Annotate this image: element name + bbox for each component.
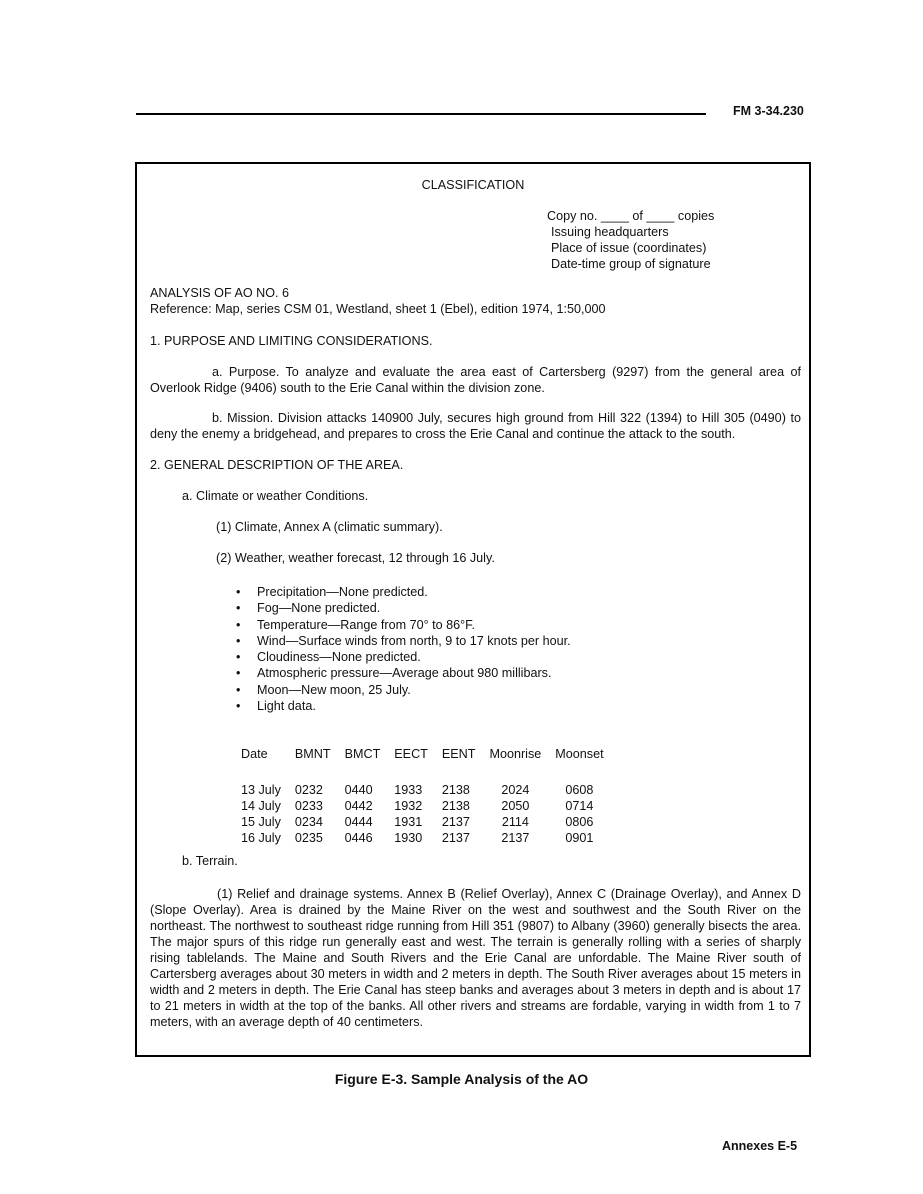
figure-caption: Figure E-3. Sample Analysis of the AO	[334, 1071, 589, 1087]
paragraph-1a-purpose: a. Purpose. To analyze and evaluate the area east of Cartersberg (9297) from the general area of Overlook Ridge (9406) south to the Erie Canal within the division zone.	[150, 365, 801, 395]
paragraph-2a2-weather: (2) Weather, weather forecast, 12 through 16 July.	[216, 551, 495, 565]
paragraph-2b1-relief-drainage: (1) Relief and drainage systems. Annex B (Relief Overlay), Annex C (Drainage Overlay), and Annex D (Slope Overlay). Area is drained by the Maine River on the west and southwest and the South River on the northeast. The northwest to southeast ridge running from Hill 351 (9807) to Albany (3960) generally bisects the area. The major spurs of this ridge run generally east and west. The terrain is generally rolling with a series of sharply rising tablelands. The Maine and South Rivers and the Erie Canal are unfordable. The Maine River south of Cartersberg averages about 30 meters in width and 2 meters in depth. The South River averages about 15 meters in width and 2 meters in depth. The Erie Canal has steep banks and averages about 3 meters in depth and is about 17 to 21 meters in width at the top of the banks. All other rivers and streams are fordable, varying in width from 1 to 7 meters, with an average depth of 40 centimeters.	[150, 887, 801, 1029]
list-item: • Fog—None predicted.	[236, 601, 381, 616]
map-reference: Reference: Map, series CSM 01, Westland, sheet 1 (Ebel), edition 1974, 1:50,000	[150, 302, 606, 316]
table-header-row	[234, 744, 611, 764]
column-header: EECT	[394, 747, 428, 761]
issuing-hq-line: Issuing headquarters	[551, 225, 669, 239]
dtg-signature-line: Date-time group of signature	[551, 257, 711, 271]
section-1-heading: 1. PURPOSE AND LIMITING CONSIDERATIONS.	[150, 334, 433, 348]
column-header: BMNT	[294, 747, 331, 761]
header-rule	[136, 113, 706, 115]
paragraph-2b-terrain: b. Terrain.	[182, 854, 238, 868]
column-header: Date	[241, 747, 268, 761]
table-row: 15 July 0234 0444 1931 2137 2114 0806	[241, 815, 594, 829]
table-row: 14 July 0233 0442 1932 2138 2050 0714	[241, 799, 594, 813]
analysis-title: ANALYSIS OF AO NO. 6	[150, 286, 290, 300]
table-row: 16 July 0235 0446 1930 2137 2137 0901	[241, 831, 594, 845]
list-item: • Light data.	[236, 699, 316, 714]
place-of-issue-line: Place of issue (coordinates)	[551, 241, 707, 255]
paragraph-2a1-climate-annex: (1) Climate, Annex A (climatic summary).	[216, 520, 443, 534]
manual-code: FM 3-34.230	[733, 104, 804, 118]
light-data-table	[234, 744, 611, 846]
section-2-heading: 2. GENERAL DESCRIPTION OF THE AREA.	[150, 458, 404, 472]
column-header: Moonset	[555, 747, 604, 761]
paragraph-2a-climate: a. Climate or weather Conditions.	[182, 489, 369, 503]
list-item: • Wind—Surface winds from north, 9 to 17 knots per hour.	[236, 633, 571, 648]
table-row: 13 July 0232 0440 1933 2138 2024 0608	[241, 783, 594, 797]
list-item: • Precipitation—None predicted.	[236, 585, 428, 599]
page-footer: Annexes E-5	[722, 1139, 798, 1153]
column-header: EENT	[441, 747, 476, 761]
list-item: • Moon—New moon, 25 July.	[236, 682, 411, 697]
copy-number-line: Copy no. ____ of ____ copies	[547, 209, 715, 223]
list-item: • Atmospheric pressure—Average about 980 millibars.	[236, 666, 552, 681]
paragraph-1b-mission: b. Mission. Division attacks 140900 July, secures high ground from Hill 322 (1394) to Hill 305 (0490) to deny the enemy a bridgehead, and prepares to cross the Erie Canal and continue the attack to the south.	[150, 411, 801, 441]
column-header: Moonrise	[489, 747, 542, 761]
list-item: • Temperature—Range from 70° to 86°F.	[236, 617, 475, 632]
column-header: BMCT	[344, 747, 381, 761]
list-item: • Cloudiness—None predicted.	[236, 650, 421, 665]
weather-bullet-list	[236, 584, 571, 714]
classification-label: CLASSIFICATION	[421, 178, 525, 192]
sample-analysis-form	[135, 162, 811, 1057]
